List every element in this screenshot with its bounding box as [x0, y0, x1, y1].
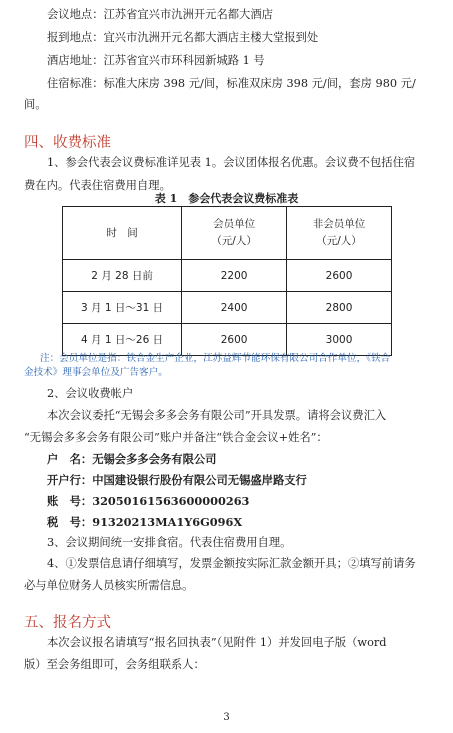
section4-p4-line1: 4、①发票信息请仔细填写，发票金额按实际汇款金额开具；②填写前请务	[47, 557, 416, 570]
table-caption: 表 1 参会代表会议费标准表	[154, 192, 299, 205]
tax-id-value: 91320213MA1Y6G096X	[92, 515, 243, 529]
account-number-value: 32050161563600000263	[92, 494, 250, 508]
room-rate-line2: 间。	[24, 98, 47, 111]
table-header-time: 时 间	[63, 207, 182, 260]
account-row	[47, 473, 307, 488]
section5-p1-line2: 版）至会务组即可，会务组联系人：	[24, 658, 205, 671]
bank-value: 中国建设银行股份有限公司无锡盛岸路支行	[92, 473, 307, 487]
tax-id-label: 税 号：	[47, 515, 93, 529]
bank-label: 开户行：	[47, 473, 93, 487]
venue-checkin: 报到地点：宜兴市氿洲开元名都大酒店主楼大堂报到处	[47, 31, 319, 44]
table-cell-nonmember-fee: 2800	[287, 292, 392, 324]
hotel-address: 酒店地址：江苏省宜兴市环科园新城路 1 号	[47, 54, 265, 67]
venue-location: 会议地点：江苏省宜兴市氿洲开元名都大酒店	[47, 8, 273, 21]
table-cell-period: 4 月 1 日～26 日	[63, 324, 182, 356]
section4-p2-detail-line1: 本次会议委托“无锡会多多会务有限公司”开具发票。请将会议费汇入	[47, 409, 387, 422]
table-cell-period: 3 月 1 日～31 日	[63, 292, 182, 324]
page-number: 3	[223, 712, 230, 723]
table-cell-member-fee: 2600	[182, 324, 287, 356]
account-name-label: 户 名：	[47, 452, 93, 466]
table-header-member: 会员单位 （元/人）	[182, 207, 287, 260]
room-rate-line1: 住宿标准：标准大床房 398 元/间，标准双床房 398 元/间，套房 980 元/	[47, 77, 416, 90]
table-row	[63, 260, 392, 292]
account-row	[47, 452, 216, 467]
account-row	[47, 494, 249, 509]
section4-p3: 3、会议期间统一安排食宿。代表住宿费用自理。	[47, 536, 292, 549]
table-cell-member-fee: 2200	[182, 260, 287, 292]
section4-p2-detail-line2: “无锡会多多会务有限公司”账户并备注“铁合金会议+姓名”：	[24, 431, 328, 444]
table-cell-member-fee: 2400	[182, 292, 287, 324]
section4-heading: 四、收费标准	[24, 135, 111, 151]
section4-p2: 2、会议收费帐户	[47, 387, 134, 400]
member-note-line2: 金技术》理事会单位及广告客户。	[24, 367, 168, 378]
table-row	[63, 324, 392, 356]
account-name-value: 无锡会多多会务有限公司	[92, 452, 217, 466]
section5-heading: 五、报名方式	[24, 615, 111, 631]
member-note-line1: 注：会员单位是指：铁合金生产企业，江苏益辉节能环保有限公司合作单位，《铁合	[40, 353, 391, 364]
table-header-row	[63, 207, 392, 260]
table-header-nonmember: 非会员单位 （元/人）	[287, 207, 392, 260]
section4-p4-line2: 必与单位财务人员核实所需信息。	[24, 579, 194, 592]
fee-table	[62, 206, 392, 356]
table-row	[63, 292, 392, 324]
table-cell-period: 2 月 28 日前	[63, 260, 182, 292]
account-row	[47, 515, 242, 530]
account-number-label: 账 号：	[47, 494, 93, 508]
section5-p1-line1: 本次会议报名请填写“报名回执表”（见附件 1）并发回电子版（word	[47, 636, 387, 649]
section4-p1-line2: 费在内。代表住宿费用自理。	[24, 179, 171, 192]
section4-p1-line1: 1、参会代表会议费标准详见表 1。会议团体报名优惠。会议费不包括住宿	[47, 156, 416, 169]
table-cell-nonmember-fee: 3000	[287, 324, 392, 356]
table-cell-nonmember-fee: 2600	[287, 260, 392, 292]
